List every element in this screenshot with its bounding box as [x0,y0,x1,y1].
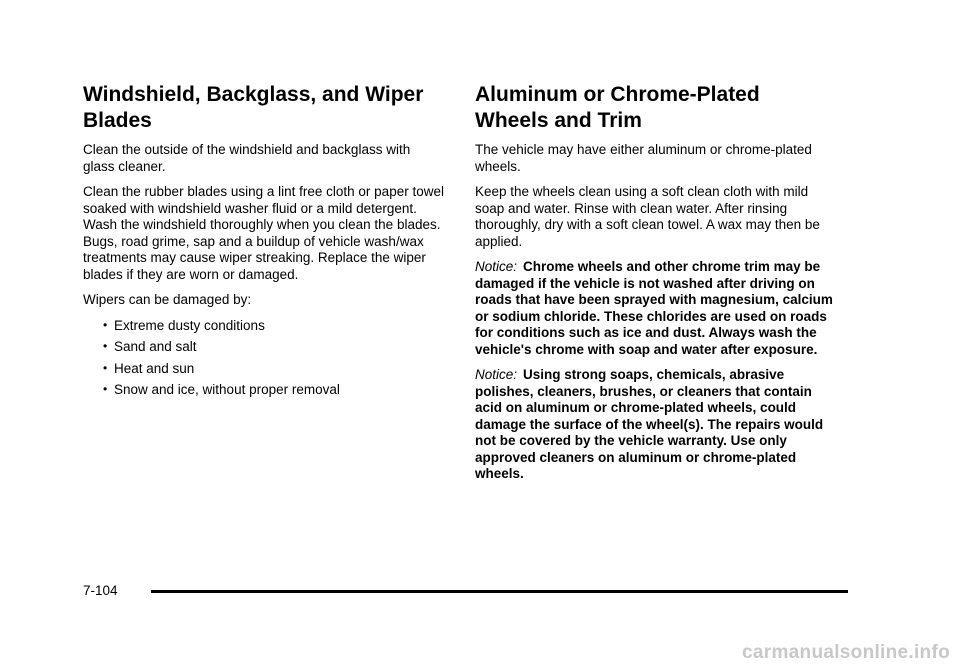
page-number: 7-104 [83,583,118,598]
list-item-text: Heat and sun [114,360,195,376]
section-heading-wiper-blades: Windshield, Backglass, and Wiper Blades [83,83,424,132]
watermark: carmanualsonline.info [742,642,950,663]
section-heading-wheels-trim: Aluminum or Chrome-Plated Wheels and Trim [475,83,760,132]
bullet-icon: • [103,317,108,332]
paragraph-wheel-cleaning: Keep the wheels clean using a soft clean cloth with mild soap and water. Rinse with clean water. After rinsing thoroughly, dry with a soft clean towel. A wax may then be applied. [475,184,820,249]
paragraph-blade-cleaning: Clean the rubber blades using a lint free cloth or paper towel soaked with windshield washer fluid or a mild detergent. Wash the windshield thoroughly when you clean the blades. Bugs, road grime, sap and a buildup of vehicle wash/wax treatments may cause wiper streaking. Replace the wiper blades if they are worn or damaged. [83,184,444,282]
list-item [83,318,445,335]
list-item-text: Sand and salt [114,339,197,354]
notice-text: Chrome wheels and other chrome trim may be damaged if the vehicle is not washed after driving on roads that have been sprayed with magnesium, calcium or sodium chloride. These chlorides are used on roads for conditions such as ice and dust. Always wash the vehicle's chrome with soap and water after exposure. [475,259,833,357]
bullet-icon: • [103,382,108,396]
notice-cleaner-damage [475,367,837,483]
wiper-damage-list [83,318,445,399]
notice-chrome-damage [475,259,837,358]
list-item-text: Snow and ice, without proper removal [114,382,340,397]
notice-label: Notice: [475,367,518,382]
page-footer [83,582,848,602]
paragraph-glass-cleaning: Clean the outside of the windshield and backglass with glass cleaner. [83,142,411,174]
bullet-icon: • [103,360,108,375]
list-item [83,339,445,356]
right-column [475,82,837,492]
notice-label: Notice: [475,259,518,274]
notice-text: Using strong soaps, chemicals, abrasive polishes, cleaners, brushes, or cleaners that contain acid on aluminum or chrome-plated wheels, could damage the surface of the wheel(s). The repairs would not be covered by the vehicle warranty. Use only approved cleaners on aluminum or chrome-plated wheels. [475,367,824,481]
list-item [83,361,445,378]
list-item [83,382,445,399]
left-column [83,82,445,404]
paragraph-wheel-types: The vehicle may have either aluminum or chrome-plated wheels. [475,142,812,174]
list-item-text: Extreme dusty conditions [114,317,265,333]
paragraph-wiper-damage-intro: Wipers can be damaged by: [83,292,252,307]
bullet-icon: • [103,339,108,353]
footer-divider [151,590,848,593]
